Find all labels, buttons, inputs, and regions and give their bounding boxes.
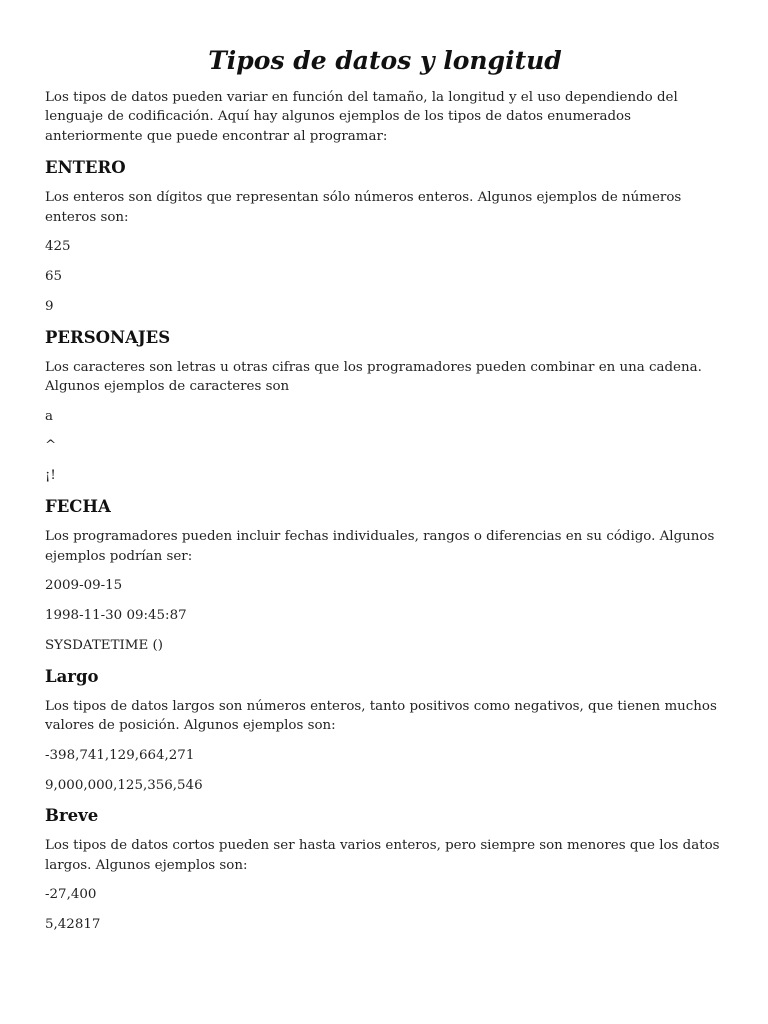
example-item: ^: [45, 438, 57, 454]
example-item: ¡!: [45, 468, 56, 484]
intro-paragraph: Los tipos de datos pueden variar en función del tamaño, la longitud y el uso dependiendo del lenguaje de codificación. Aquí hay algunos ejemplos de los tipos de datos enumerados anteriormente que puede encontrar al programar:: [45, 90, 678, 144]
section-description: Los programadores pueden incluir fechas individuales, rangos o diferencias en su código. Algunos ejemplos podrían ser:: [45, 529, 715, 564]
example-item: 1998-11-30 09:45:87: [45, 608, 187, 623]
example-item: 9,000,000,125,356,546: [45, 777, 203, 793]
section-entero: [45, 157, 725, 316]
page-title: Tipos de datos y longitud: [208, 46, 562, 75]
section-description: Los caracteres son letras u otras cifras que los programadores pueden combinar en una cadena. Algunos ejemplos de caracteres son: [45, 359, 702, 395]
section-heading: Breve: [45, 806, 99, 826]
section-fecha: [45, 496, 725, 655]
section-description: Los tipos de datos cortos pueden ser hasta varios enteros, pero siempre son menores que los datos largos. Algunos ejemplos son:: [45, 838, 720, 873]
section-largo: [45, 666, 725, 795]
section-heading: PERSONAJES: [45, 327, 171, 347]
example-item: 9: [45, 298, 54, 314]
example-item: 425: [45, 239, 71, 255]
example-item: a: [45, 408, 53, 424]
example-item: 65: [45, 268, 63, 284]
section-heading: Largo: [45, 666, 99, 686]
section-heading: ENTERO: [45, 158, 126, 178]
example-item: 2009-09-15: [45, 578, 123, 594]
example-item: -27,400: [45, 887, 97, 903]
document-page: [45, 44, 725, 945]
section-personajes: [45, 327, 725, 486]
example-item: 5,42817: [45, 917, 101, 933]
section-description: Los tipos de datos largos son números enteros, tanto positivos como negativos, que tienen muchos valores de posición. Algunos ejemplos son:: [45, 698, 717, 734]
example-item: -398,741,129,664,271: [45, 747, 195, 763]
section-description: Los enteros son dígitos que representan sólo números enteros. Algunos ejemplos de números enteros son:: [45, 190, 682, 225]
section-heading: FECHA: [45, 497, 111, 517]
section-breve: [45, 805, 725, 934]
example-item: SYSDATETIME (): [45, 637, 163, 653]
